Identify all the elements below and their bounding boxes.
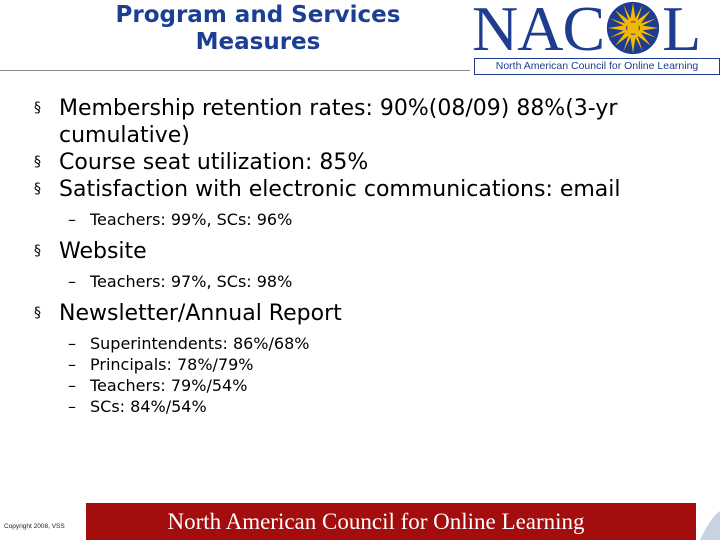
logo-letters-before: NAC (472, 0, 605, 64)
sunburst-star-icon (604, 0, 662, 57)
sub-bullet-dash: – (68, 397, 76, 416)
sub-bullet-satisfaction-text: Teachers: 99%, SCs: 96% (90, 210, 293, 229)
bullet-marker: § (34, 243, 41, 259)
sub-bullet-dash: – (68, 272, 76, 291)
bullet-website (34, 238, 714, 265)
footer-corner-swoosh (696, 503, 720, 540)
nacol-logo (472, 0, 720, 76)
bullet-website-text: Website (59, 239, 147, 264)
title-divider (0, 70, 470, 71)
bullet-marker: § (34, 181, 41, 197)
bullet-marker: § (34, 154, 41, 170)
bullet-marker: § (34, 100, 41, 116)
bullet-newsletter-text: Newsletter/Annual Report (59, 301, 342, 326)
slide-title-line-2: Measures (195, 29, 321, 55)
footer-left-panel (0, 503, 86, 540)
bullet-utilization-text: Course seat utilization: 85% (59, 150, 369, 175)
bullet-marker: § (34, 305, 41, 321)
bullet-satisfaction (34, 176, 714, 203)
sub-bullet-dash: – (68, 376, 76, 395)
sub-bullet-newsletter (34, 396, 714, 417)
sub-bullet-newsletter (34, 333, 714, 354)
bullet-list (34, 95, 714, 417)
sub-bullet-scs: SCs: 84%/54% (90, 397, 207, 416)
bullet-retention-text: Membership retention rates: 90%(08/09) 88%(3-yr cumulative) (59, 96, 618, 148)
sub-bullet-newsletter (34, 354, 714, 375)
sub-bullet-dash: – (68, 355, 76, 374)
sub-bullet-satisfaction (34, 209, 714, 230)
bullet-retention (34, 95, 714, 149)
sub-bullet-dash: – (68, 334, 76, 353)
slide-title-line-1: Program and Services (115, 2, 401, 28)
footer-copyright: Copyright 2008, VSS (4, 523, 65, 530)
bullet-newsletter (34, 300, 714, 327)
logo-letters-after: L (662, 0, 701, 64)
sub-bullet-website-text: Teachers: 97%, SCs: 98% (90, 272, 293, 291)
footer-title: North American Council for Online Learning (167, 509, 585, 534)
bullet-satisfaction-text: Satisfaction with electronic communications: email (59, 177, 621, 202)
logo-wordmark (472, 0, 701, 64)
sub-bullet-newsletter (34, 375, 714, 396)
sub-bullet-teachers: Teachers: 79%/54% (90, 376, 248, 395)
sub-bullet-dash: – (68, 210, 76, 229)
slide-title (68, 2, 448, 56)
bullet-utilization (34, 149, 714, 176)
sub-bullet-superintendents: Superintendents: 86%/68% (90, 334, 310, 353)
sub-bullet-principals: Principals: 78%/79% (90, 355, 254, 374)
logo-tagline: North American Council for Online Learning (474, 58, 720, 75)
sub-bullet-website (34, 271, 714, 292)
